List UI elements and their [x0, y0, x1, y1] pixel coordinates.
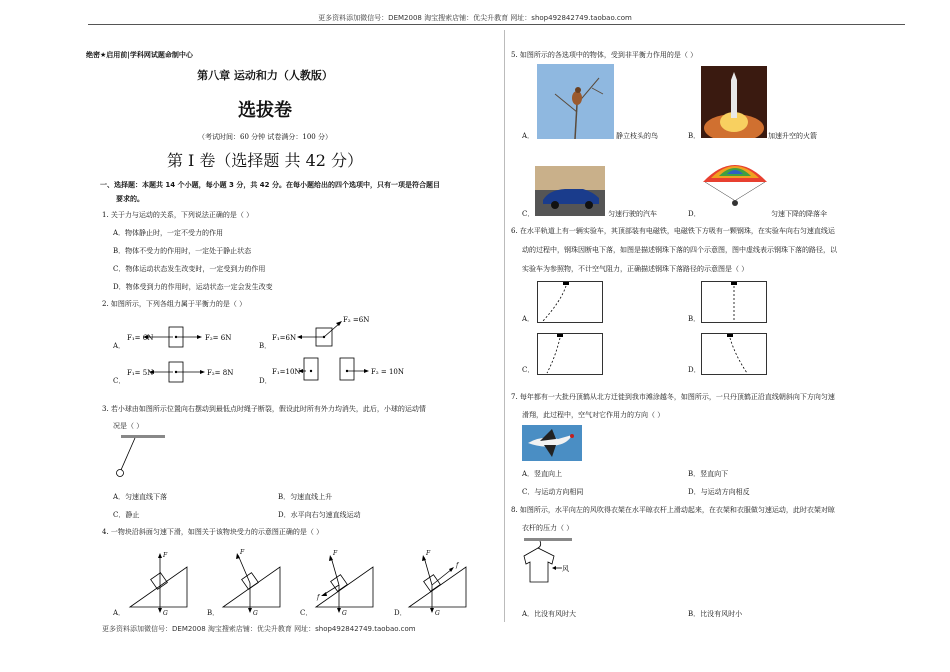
q5-parachute-image: [701, 156, 769, 216]
q2-option-d: D．: [259, 377, 272, 385]
column-divider: [504, 30, 505, 622]
q5-bird-image: [537, 64, 614, 139]
q7-option-d: D．与运动方向相反: [688, 488, 750, 496]
chapter-title: 第八章 运动和力（人教版）: [197, 69, 333, 82]
q2-diagram-a: [125, 322, 245, 352]
q4-d-g-label: G: [435, 610, 440, 617]
q5-option-c-label: C．: [522, 210, 535, 218]
q7-crane-image: [522, 425, 582, 461]
q2-b-f2-label: F₂ =6N: [343, 316, 370, 324]
q7-option-c: C．与运动方向相同: [522, 488, 584, 496]
q2-a-f2-label: F₂= 6N: [205, 334, 232, 342]
q4-option-c: C．: [300, 609, 313, 617]
q3-option-c: C．静止: [113, 511, 140, 519]
q6-diagram-b: [701, 281, 767, 323]
section1-line2: 要求的。: [116, 195, 144, 203]
exam-info: （考试时间：60 分钟 试卷满分：100 分）: [198, 133, 332, 141]
q4-b-g-label: G: [253, 610, 258, 617]
q5-stem: 5. 如图所示的各选项中的物体，受到非平衡力作用的是（ ）: [511, 51, 698, 59]
q5-option-a-label: A．: [522, 132, 535, 140]
q7-stem-line2: 滑翔，此过程中，空气对它作用力的方向（ ）: [522, 411, 665, 419]
q2-c-f1-label: F₁= 5N: [127, 369, 154, 377]
q7-option-b: B．竖直向下: [688, 470, 729, 478]
q2-d-f1-label: F₁=10N: [272, 368, 301, 376]
q6-option-c-label: C．: [522, 366, 535, 374]
header-note: 更多资料添加微信号：DEM2008 淘宝搜索店铺：优尖升教育 网址：shop492842749.taobao.com: [318, 14, 632, 22]
q4-diagram-d: [404, 545, 474, 617]
q8-clothes-hanger-diagram: [518, 534, 578, 592]
header-rule: [88, 24, 905, 25]
q1-option-b: B．物体不受力的作用时，一定处于静止状态: [113, 247, 252, 255]
q2-d-f2-label: F₂ = 10N: [371, 368, 405, 376]
q6-diagram-a: [537, 281, 603, 323]
q8-option-b: B．比没有风时小: [688, 610, 743, 618]
q4-stem: 4. 一物块沿斜面匀速下滑，如图关于该物块受力的示意图正确的是（ ）: [102, 528, 324, 536]
q4-diagram-a: [125, 545, 195, 617]
q2-option-a: A．: [113, 342, 126, 350]
q5-option-a: 静立枝头的鸟: [616, 132, 658, 140]
q6-option-a-label: A．: [522, 315, 535, 323]
footer-note: 更多资料添加微信号：DEM2008 淘宝搜索店铺：优尖升教育 网址：shop492842749.taobao.com: [102, 625, 416, 633]
q4-a-g-label: G: [163, 610, 168, 617]
q2-b-f1-label: F₁=6N: [272, 334, 297, 342]
q5-option-d: 匀速下降的降落伞: [771, 210, 827, 218]
q4-a-f-label: F: [163, 552, 168, 559]
q7-stem-line1: 7. 每年都有一大批丹顶鹤从北方迁徙到我市滩涂越冬，如图所示，一只丹顶鹤正沿直线朝斜向下方向匀速: [511, 393, 835, 401]
q7-option-a: A．竖直向上: [522, 470, 563, 478]
q2-stem: 2. 如图所示，下列各组力属于平衡力的是（ ）: [102, 300, 247, 308]
q4-diagram-b: [218, 545, 288, 617]
q2-a-f1-label: F₁= 6N: [127, 334, 154, 342]
section1-line1: 一、选择题：本题共 14 个小题，每小题 3 分，共 42 分。在每小题给出的四个选项中，只有一项是符合题目: [100, 181, 440, 189]
q4-c-fric-label: f: [317, 594, 320, 601]
q2-diagram-d: [270, 354, 405, 386]
q4-b-f-label: F: [240, 549, 245, 556]
q5-option-d-label: D．: [688, 210, 701, 218]
exam-title: 选拔卷: [238, 100, 292, 121]
q4-d-f-label: F: [426, 550, 431, 557]
q3-option-a: A．匀速直线下落: [113, 493, 168, 501]
q8-option-a: A．比没有风时大: [522, 610, 577, 618]
q3-pendulum-diagram: [113, 432, 173, 482]
q6-diagram-c: [537, 333, 603, 375]
q8-wind-label: 风: [562, 565, 569, 573]
q4-c-f-label: F: [333, 550, 338, 557]
q5-option-c: 匀速行驶的汽车: [608, 210, 657, 218]
q6-stem-line3: 实验车为参照物，不计空气阻力，正确描述钢珠下落路径的示意图是（ ）: [522, 265, 749, 273]
q3-option-b: B．匀速直线上升: [278, 493, 333, 501]
secret-label: 绝密★启用前|学科网试题命制中心: [86, 51, 193, 59]
q2-diagram-c: [125, 358, 245, 388]
q1-option-c: C．物体运动状态发生改变时，一定受到力的作用: [113, 265, 266, 273]
q4-option-b: B．: [207, 609, 220, 617]
q5-rocket-image: [701, 66, 767, 138]
q6-stem-line2: 动的过程中，钢珠因断电下落，如图是描述钢珠下落的四个示意图，图中虚线表示钢珠下落的路径，以: [522, 246, 837, 254]
q5-option-b-label: B．: [688, 132, 701, 140]
q4-option-d: D．: [394, 609, 407, 617]
q5-option-b: 加速升空的火箭: [768, 132, 817, 140]
q3-stem-line1: 3. 若小球由如图所示位置向右摆动到最低点时绳子断裂，假设此时所有外力均消失，此后，小球的运动情: [102, 405, 426, 413]
volume-title: 第 I 卷（选择题 共 42 分）: [166, 151, 364, 170]
q1-option-a: A．物体静止时，一定不受力的作用: [113, 229, 224, 237]
q1-option-d: D．物体受到力的作用时，运动状态一定会发生改变: [113, 283, 273, 291]
q2-c-f2-label: F₂= 8N: [207, 369, 234, 377]
q6-diagram-d: [701, 333, 767, 375]
q2-option-c: C．: [113, 377, 126, 385]
q6-option-b-label: B．: [688, 315, 701, 323]
q3-option-d: D．水平向右匀速直线运动: [278, 511, 361, 519]
q4-d-fric-label: f: [456, 562, 459, 569]
q1-stem: 1. 关于力与运动的关系，下列说法正确的是（ ）: [102, 211, 254, 219]
q5-car-image: [535, 166, 605, 216]
q2-diagram-b: [270, 312, 390, 352]
q4-c-g-label: G: [342, 610, 347, 617]
q8-stem-line2: 衣杆的压力（ ）: [522, 524, 574, 532]
q6-option-d-label: D．: [688, 366, 701, 374]
q6-stem-line1: 6. 在水平轨道上有一辆实验车，其顶部装有电磁铁，电磁铁下方吸有一颗钢珠，在实验车向右匀速直线运: [511, 227, 835, 235]
q4-option-a: A．: [113, 609, 126, 617]
q8-stem-line1: 8. 如图所示，水平向左的风吹得衣架在水平晾衣杆上滑动起来，在衣架和衣服做匀速运动，此时衣架对晾: [511, 506, 835, 514]
q2-option-b: B．: [259, 342, 272, 350]
q4-diagram-c: [311, 545, 381, 617]
q3-stem-line2: 况是（ ）: [113, 422, 144, 430]
